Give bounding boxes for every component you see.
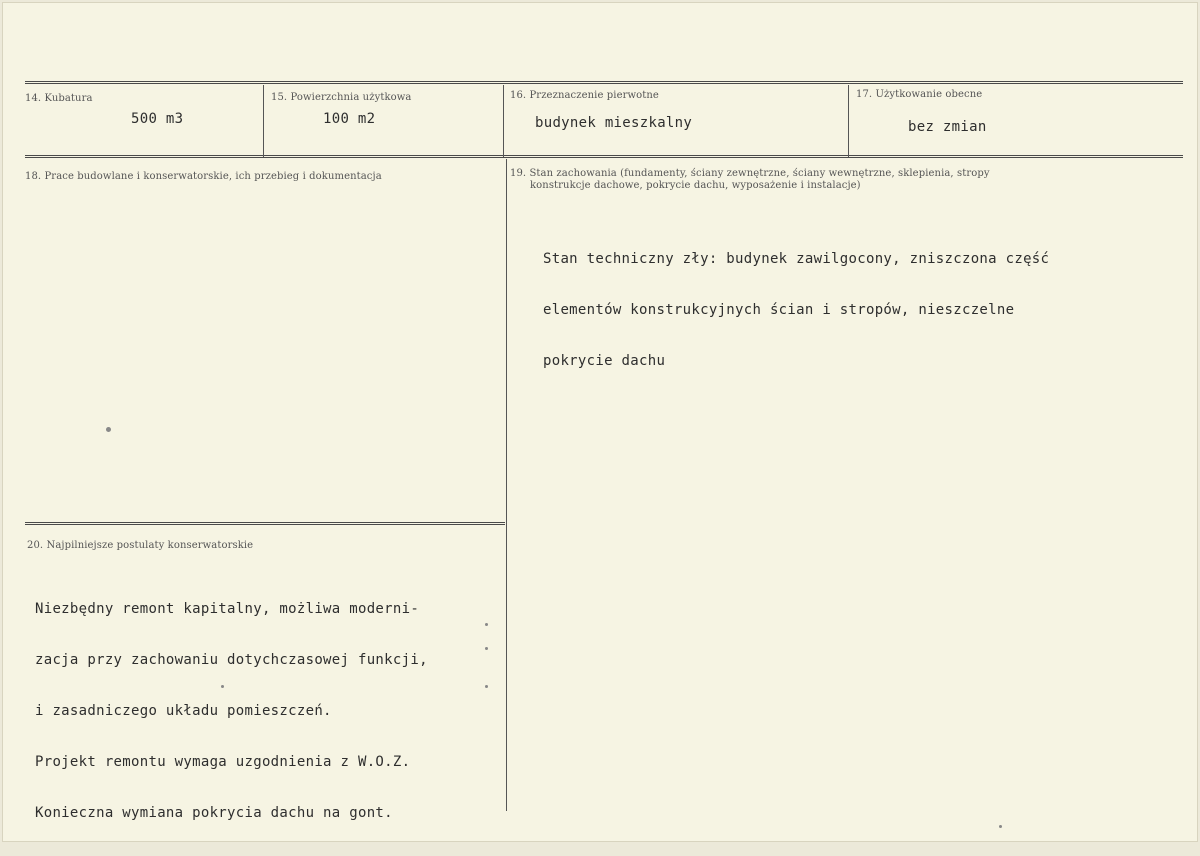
field-17-label: 17. Użytkowanie obecne — [856, 89, 983, 100]
divider-18-19 — [506, 159, 507, 811]
field-16-label: 16. Przeznaczenie pierwotne — [510, 90, 659, 101]
field-19-label — [510, 168, 990, 192]
speck — [485, 647, 488, 650]
field-14-label: 14. Kubatura — [25, 93, 93, 104]
field-15-value: 100 m2 — [323, 111, 376, 127]
section-20-rule — [25, 522, 505, 525]
field-18-label: 18. Prace budowlane i konserwatorskie, ich przebieg i dokumentacja — [25, 171, 382, 182]
speck — [485, 685, 488, 688]
speck — [485, 623, 488, 626]
divider-15-16 — [503, 85, 504, 157]
field-19-text — [543, 217, 1049, 404]
field-16-value: budynek mieszkalny — [535, 115, 693, 131]
speck — [106, 427, 111, 432]
field-19-label-line: 19. Stan zachowania (fundamenty, ściany zewnętrzne, ściany wewnętrzne, sklepienia, stropy — [510, 168, 990, 179]
text-line: Stan techniczny zły: budynek zawilgocony, zniszczona część — [543, 251, 1050, 267]
divider-14-15 — [263, 85, 264, 157]
field-19-label-line: konstrukcje dachowe, pokrycie dachu, wyposażenie i instalacje) — [530, 180, 861, 191]
text-line: Projekt remontu wymaga uzgodnienia z W.O.Z. — [35, 754, 411, 770]
text-line: Niezbędny remont kapitalny, możliwa moderni- — [35, 601, 420, 617]
middle-rule — [25, 155, 1183, 158]
text-line: pokrycie dachu — [543, 353, 666, 369]
field-14-value: 500 m3 — [131, 111, 184, 127]
field-15-label: 15. Powierzchnia użytkowa — [271, 92, 412, 103]
field-20-text — [35, 567, 428, 856]
text-line: zacja przy zachowaniu dotychczasowej funkcji, — [35, 652, 428, 668]
text-line: Konieczna wymiana pokrycia dachu na gont. — [35, 805, 393, 821]
record-card — [2, 2, 1198, 842]
speck — [221, 685, 224, 688]
field-17-value: bez zmian — [908, 119, 987, 135]
text-line: i zasadniczego układu pomieszczeń. — [35, 703, 332, 719]
divider-16-17 — [848, 85, 849, 157]
field-20-label: 20. Najpilniejsze postulaty konserwatorskie — [27, 540, 254, 551]
text-line: elementów konstrukcyjnych ścian i stropów, nieszczelne — [543, 302, 1015, 318]
speck — [999, 825, 1002, 828]
top-rule — [25, 81, 1183, 84]
